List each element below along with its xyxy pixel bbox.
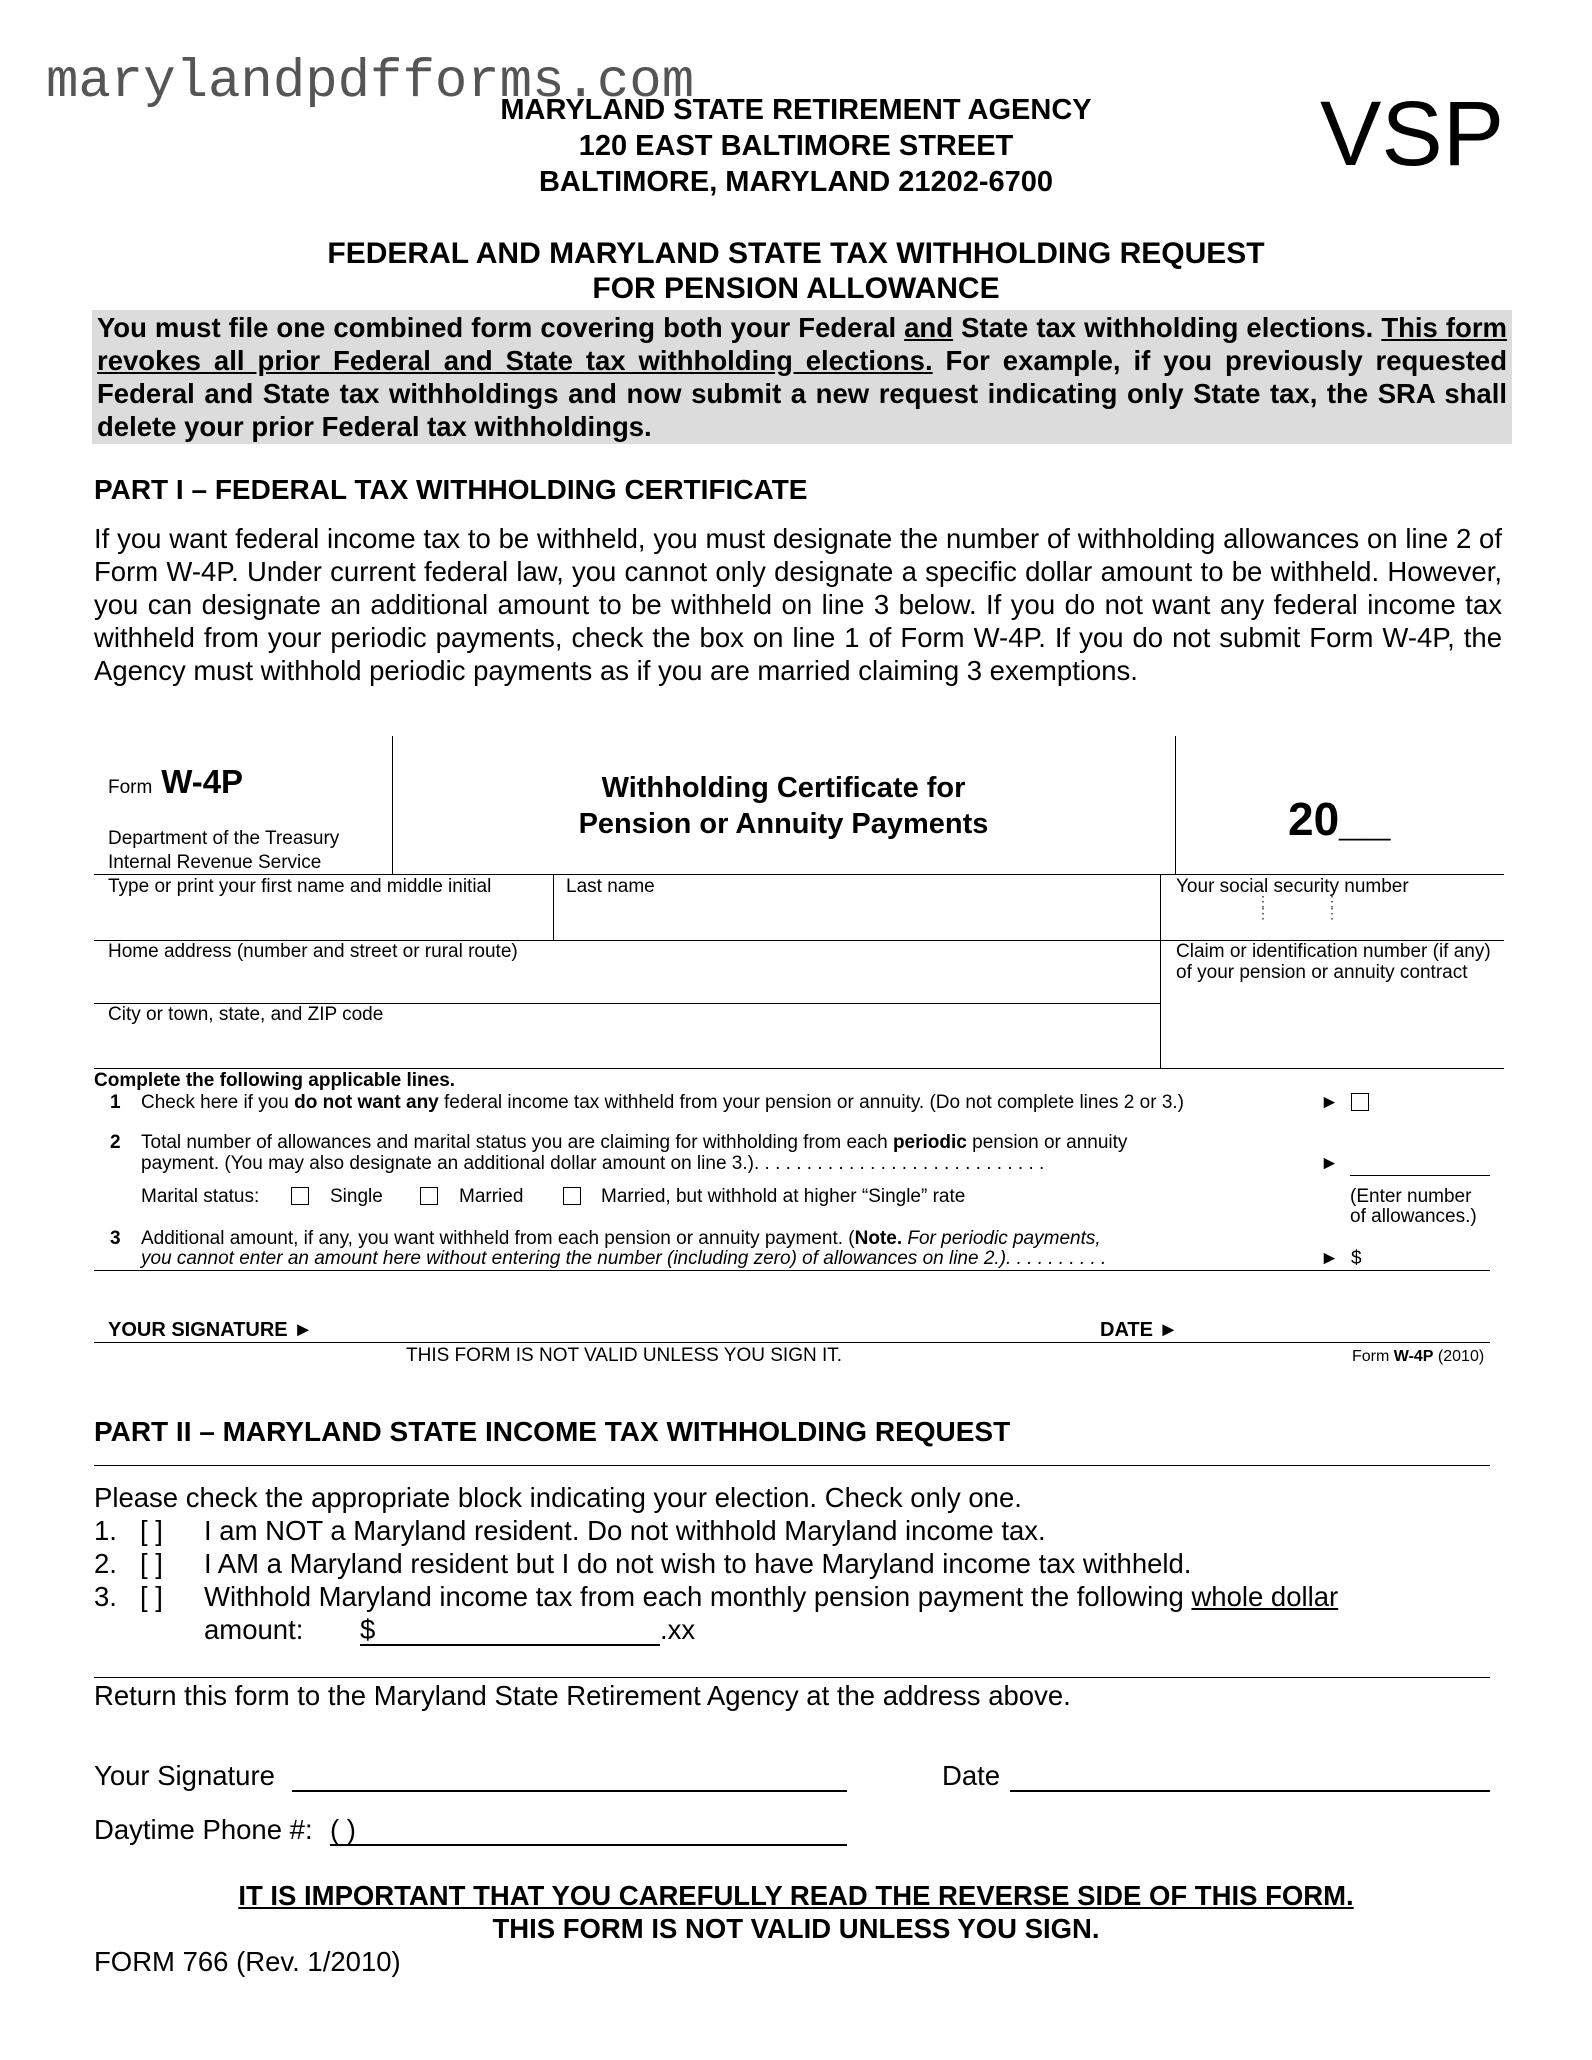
w4p-date-label: DATE ►	[1100, 1319, 1179, 1341]
w4p-title-1: Withholding Certificate for	[601, 772, 966, 804]
form-name: W-4P	[161, 763, 244, 800]
option-3-text-main: Withhold Maryland income tax from each monthly pension payment the following	[204, 1581, 1192, 1612]
option-2-box[interactable]: [ ]	[140, 1548, 163, 1579]
amount-cents: .xx	[660, 1614, 696, 1645]
option-2-text: I AM a Maryland resident but I do not wish to have Maryland income tax withheld.	[204, 1548, 1192, 1579]
line3-note: Note.	[854, 1228, 903, 1249]
single-checkbox[interactable]	[291, 1187, 309, 1205]
line2-text-b: periodic	[892, 1132, 967, 1153]
line2-arrow: ►	[1320, 1153, 1339, 1174]
tax-year: 20__	[1288, 793, 1391, 845]
w4p-footer	[1352, 1348, 1484, 1366]
ssn-separator-2: ⋮ ⋮	[1325, 893, 1339, 921]
vsp-label: VSP	[1320, 83, 1505, 185]
address-label: Home address (number and street or rural route)	[108, 941, 518, 962]
watermark-text: marylandpdfforms.com	[46, 52, 695, 113]
city-label: City or town, state, and ZIP code	[108, 1004, 384, 1025]
agency-street: 120 EAST BALTIMORE STREET	[578, 130, 1014, 162]
line2-text	[141, 1132, 1127, 1153]
important-notice-1-text: IT IS IMPORTANT THAT YOU CAREFULLY READ THE REVERSE SIDE OF THIS FORM.	[238, 1880, 1354, 1911]
line2-text-a: Total number of allowances and marital status you are claiming for withholding from each	[141, 1132, 893, 1153]
line2-text-d: payment. (You may also designate an additional dollar amount on line 3.). . . . . . . . . . . . . . . . . . . . . . . . . . . .	[141, 1153, 1045, 1174]
allowances-field[interactable]	[1350, 1175, 1490, 1176]
line3-text-c: you cannot enter an amount here without entering the number (including zero) of allowances on line 2.). . . . . . . . . .	[141, 1248, 1107, 1269]
w4p-signature-label: YOUR SIGNATURE ►	[108, 1319, 313, 1341]
option-1-number: 1.	[94, 1515, 117, 1546]
line3-arrow: ►	[1320, 1248, 1339, 1269]
line1-text	[141, 1092, 1184, 1113]
signature-label: Your Signature	[94, 1760, 275, 1791]
amount-label: amount:	[204, 1614, 304, 1645]
line3-text-a: Additional amount, if any, you want withheld from each pension or annuity payment. (	[141, 1228, 855, 1249]
part1-heading: PART I – FEDERAL TAX WITHHOLDING CERTIFICATE	[94, 474, 808, 505]
phone-area-code: ( )	[330, 1814, 356, 1845]
line3-number: 3	[110, 1228, 121, 1249]
agency-city: BALTIMORE, MARYLAND 21202-6700	[538, 166, 1054, 198]
option-1-box[interactable]: [ ]	[140, 1515, 163, 1546]
enter-number-label: (Enter number	[1350, 1186, 1472, 1207]
w4p-not-valid-notice: THIS FORM IS NOT VALID UNLESS YOU SIGN IT.	[406, 1345, 843, 1366]
notice-revokes: This form revokes all prior Federal and State tax withholding elections.	[97, 312, 1507, 376]
line3-dollar-sign: $	[1351, 1248, 1362, 1269]
line3-text-b: For periodic payments,	[902, 1228, 1101, 1249]
additional-amount-field[interactable]	[94, 1270, 1490, 1271]
part1-intro: If you want federal income tax to be withheld, you must designate the number of withholding allowances on line 2 of Form W-4P. Under current federal law, you cannot only designate a specific dollar amount to be withheld. However, you can designate an additional amount to be withheld on line 3 below. If you do not want any federal income tax withheld from your periodic payments, check the box on line 1 of Form W-4P. If you do not submit Form W-4P, the Agency must withhold periodic payments as if you are married claiming 3 exemptions.	[94, 523, 1502, 686]
married-label: Married	[459, 1186, 524, 1207]
line2-number: 2	[110, 1132, 121, 1153]
w4p-title-2: Pension or Annuity Payments	[578, 808, 989, 840]
married-higher-rate-label: Married, but withhold at higher “Single” rate	[601, 1186, 966, 1207]
form-title-line1: FEDERAL AND MARYLAND STATE TAX WITHHOLDING REQUEST	[327, 237, 1265, 270]
married-higher-rate-checkbox[interactable]	[563, 1187, 581, 1205]
option-3-box[interactable]: [ ]	[140, 1581, 163, 1612]
line1-text-a: Check here if you	[141, 1092, 295, 1113]
agency-name: MARYLAND STATE RETIREMENT AGENCY	[500, 94, 1092, 126]
marital-status-label: Marital status:	[141, 1186, 260, 1207]
w4p-form-id	[108, 763, 243, 801]
part2-instruction: Please check the appropriate block indicating your election. Check only one.	[94, 1482, 1022, 1513]
date-line[interactable]	[1010, 1790, 1490, 1792]
complete-lines-label: Complete the following applicable lines.	[94, 1070, 456, 1091]
line1-number: 1	[110, 1092, 121, 1113]
no-withholding-checkbox[interactable]	[1351, 1093, 1369, 1111]
return-divider	[94, 1677, 1490, 1678]
important-notice-1	[0, 1880, 1592, 1912]
part2-divider	[94, 1465, 1490, 1466]
irs-label: Internal Revenue Service	[108, 852, 322, 873]
married-checkbox[interactable]	[420, 1187, 438, 1205]
notice-text-1: You must file one combined form covering both your Federal	[97, 312, 905, 343]
option-3-underlined: whole dollar	[1191, 1581, 1339, 1612]
ssn-label: Your social security number	[1176, 876, 1409, 897]
option-2-number: 2.	[94, 1548, 117, 1579]
signature-line[interactable]	[292, 1790, 847, 1792]
form-title-line2: FOR PENSION ALLOWANCE	[592, 272, 1000, 305]
single-label: Single	[330, 1186, 383, 1207]
line2-text-c: pension or annuity	[966, 1132, 1128, 1153]
notice-text-3: For example, if you previously requested Federal and State tax withholdings and now submit a new request indicating only State tax, the SRA shall delete your prior Federal tax withholdings.	[97, 345, 1507, 442]
footer-form-word: Form	[1352, 1348, 1394, 1365]
phone-label: Daytime Phone #:	[94, 1814, 313, 1845]
dept-treasury: Department of the Treasury	[108, 828, 340, 849]
amount-field[interactable]	[360, 1644, 660, 1646]
return-instructions: Return this form to the Maryland State Retirement Agency at the address above.	[94, 1680, 1071, 1711]
important-notice-2: THIS FORM IS NOT VALID UNLESS YOU SIGN.	[492, 1913, 1100, 1944]
form-word: Form	[108, 777, 153, 798]
notice-text-2: State tax withholding elections.	[953, 312, 1382, 343]
part2-heading: PART II – MARYLAND STATE INCOME TAX WITHHOLDING REQUEST	[94, 1416, 1011, 1447]
option-3-text	[204, 1581, 1338, 1613]
of-allowances-label: of allowances.)	[1350, 1206, 1477, 1227]
w4p-signature-line[interactable]	[94, 1342, 1490, 1343]
line1-text-b: do not want any	[294, 1092, 439, 1113]
option-1-text: I am NOT a Maryland resident. Do not withhold Maryland income tax.	[204, 1515, 1046, 1546]
line1-text-c: federal income tax withheld from your pension or annuity. (Do not complete lines 2 or 3.)	[438, 1092, 1184, 1113]
option-3-number: 3.	[94, 1581, 117, 1612]
claim-number-label: Claim or identification number (if any) of your pension or annuity contract	[1176, 941, 1491, 983]
phone-field[interactable]	[330, 1844, 847, 1846]
footer-form-name: W-4P	[1393, 1348, 1434, 1365]
first-name-label: Type or print your first name and middle initial	[108, 876, 492, 897]
notice-and: and	[904, 312, 954, 343]
ssn-separator-1: ⋮ ⋮	[1256, 893, 1270, 921]
amount-dollar-sign: $	[360, 1614, 376, 1645]
notice-box	[92, 310, 1512, 444]
date-label: Date	[942, 1760, 1001, 1791]
form-number: FORM 766 (Rev. 1/2010)	[94, 1946, 401, 1977]
line1-arrow: ►	[1320, 1092, 1339, 1113]
last-name-label: Last name	[566, 876, 655, 897]
line3-text	[141, 1228, 1101, 1249]
footer-year: (2010)	[1433, 1348, 1485, 1365]
